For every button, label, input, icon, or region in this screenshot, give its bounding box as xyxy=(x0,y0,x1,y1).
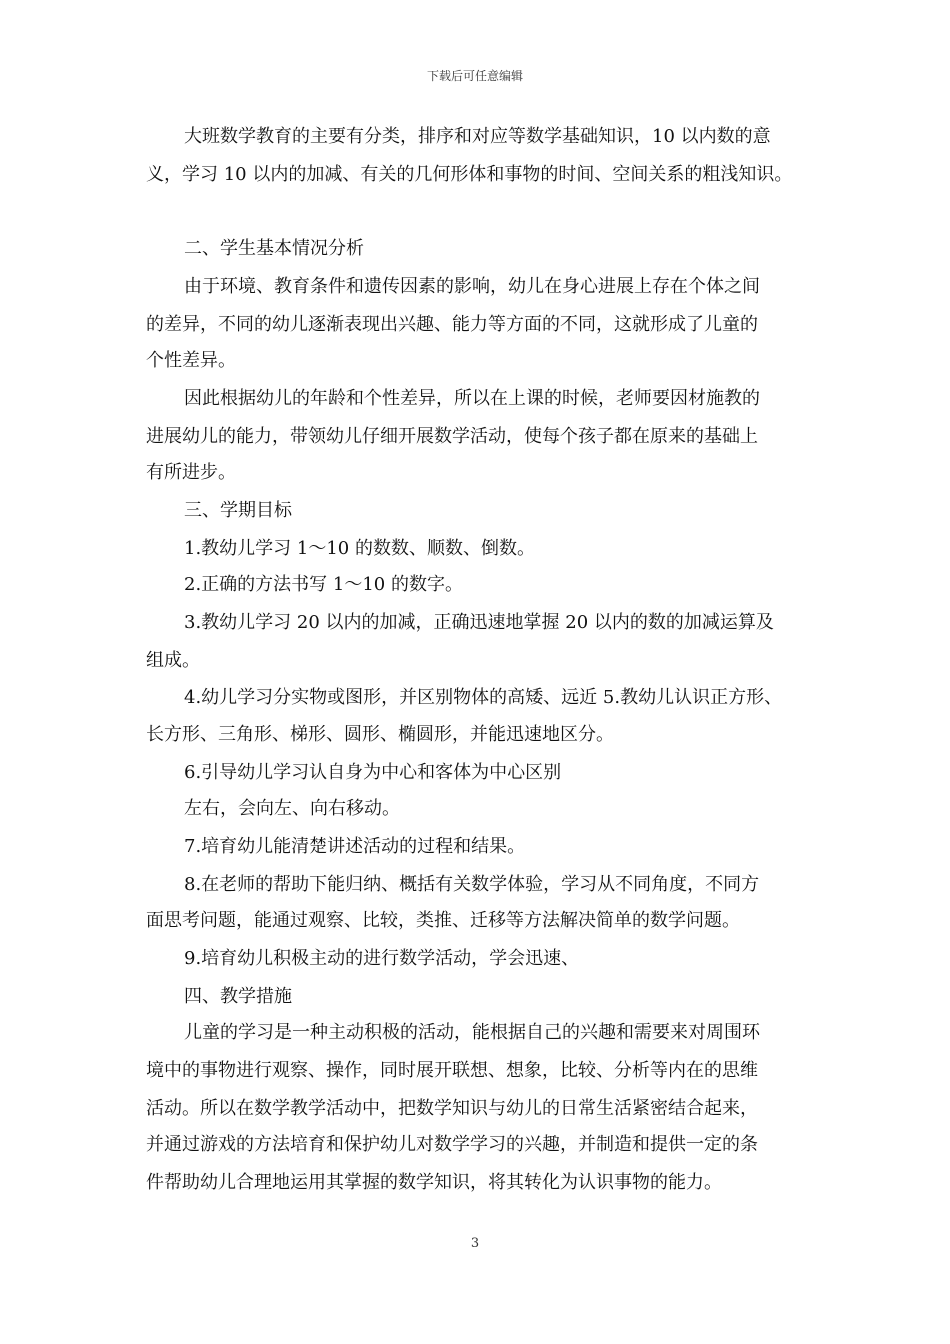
paragraph-line: 个性差异。 xyxy=(146,350,236,371)
list-item: 9.培育幼儿积极主动的进行数学活动，学会迅速、 xyxy=(184,948,580,969)
paragraph-line: 件帮助幼儿合理地运用其掌握的数学知识，将其转化为认识事物的能力。 xyxy=(146,1172,722,1193)
list-item: 左右，会向左、向右移动。 xyxy=(184,798,400,819)
list-item: 组成。 xyxy=(146,650,200,671)
page-header: 下载后可任意编辑 xyxy=(426,69,523,83)
list-item: 8.在老师的帮助下能归纳、概括有关数学体验，学习从不同角度，不同方 xyxy=(184,874,760,895)
paragraph-line: 境中的事物进行观察、操作，同时展开联想、想象，比较、分析等内在的思维 xyxy=(146,1060,758,1081)
list-item: 长方形、三角形、梯形、圆形、椭圆形，并能迅速地区分。 xyxy=(146,724,614,745)
list-item: 6.引导幼儿学习认自身为中心和客体为中心区别 xyxy=(184,762,562,783)
paragraph-line: 的差异，不同的幼儿逐渐表现出兴趣、能力等方面的不同，这就形成了儿童的 xyxy=(146,314,758,335)
paragraph-line: 儿童的学习是一种主动积极的活动，能根据自己的兴趣和需要来对周围环 xyxy=(184,1022,760,1043)
list-item: 7.培育幼儿能清楚讲述活动的过程和结果。 xyxy=(184,836,526,857)
list-item: 面思考问题，能通过观察、比较，类推、迁移等方法解决简单的数学问题。 xyxy=(146,910,740,931)
section-heading: 二、学生基本情况分析 xyxy=(184,238,364,259)
paragraph-line: 活动。所以在数学教学活动中，把数学知识与幼儿的日常生活紧密结合起来， xyxy=(146,1098,758,1119)
paragraph-line: 进展幼儿的能力，带领幼儿仔细开展数学活动，使每个孩子都在原来的基础上 xyxy=(146,426,758,447)
list-item: 4.幼儿学习分实物或图形，并区别物体的高矮、远近 5.教幼儿认识正方形、 xyxy=(184,687,783,708)
list-item: 2.正确的方法书写 1～10 的数字。 xyxy=(184,574,463,595)
paragraph-line: 因此根据幼儿的年龄和个性差异，所以在上课的时候，老师要因材施教的 xyxy=(184,388,760,409)
list-item: 3.教幼儿学习 20 以内的加减，正确迅速地掌握 20 以内的数的加减运算及 xyxy=(184,612,774,633)
paragraph-line: 大班数学教育的主要有分类，排序和对应等数学基础知识，10 以内数的意 xyxy=(184,126,771,147)
paragraph-line: 有所进步。 xyxy=(146,462,236,483)
section-heading: 三、学期目标 xyxy=(184,500,292,521)
paragraph-line: 并通过游戏的方法培育和保护幼儿对数学学习的兴趣，并制造和提供一定的条 xyxy=(146,1134,758,1155)
page-number: 3 xyxy=(470,1236,480,1251)
paragraph-line: 义，学习 10 以内的加减、有关的几何形体和事物的时间、空间关系的粗浅知识。 xyxy=(146,164,793,185)
section-heading: 四、教学措施 xyxy=(184,986,292,1007)
paragraph-line: 由于环境、教育条件和遗传因素的影响，幼儿在身心进展上存在个体之间 xyxy=(184,276,760,297)
list-item: 1.教幼儿学习 1～10 的数数、顺数、倒数。 xyxy=(184,538,535,559)
